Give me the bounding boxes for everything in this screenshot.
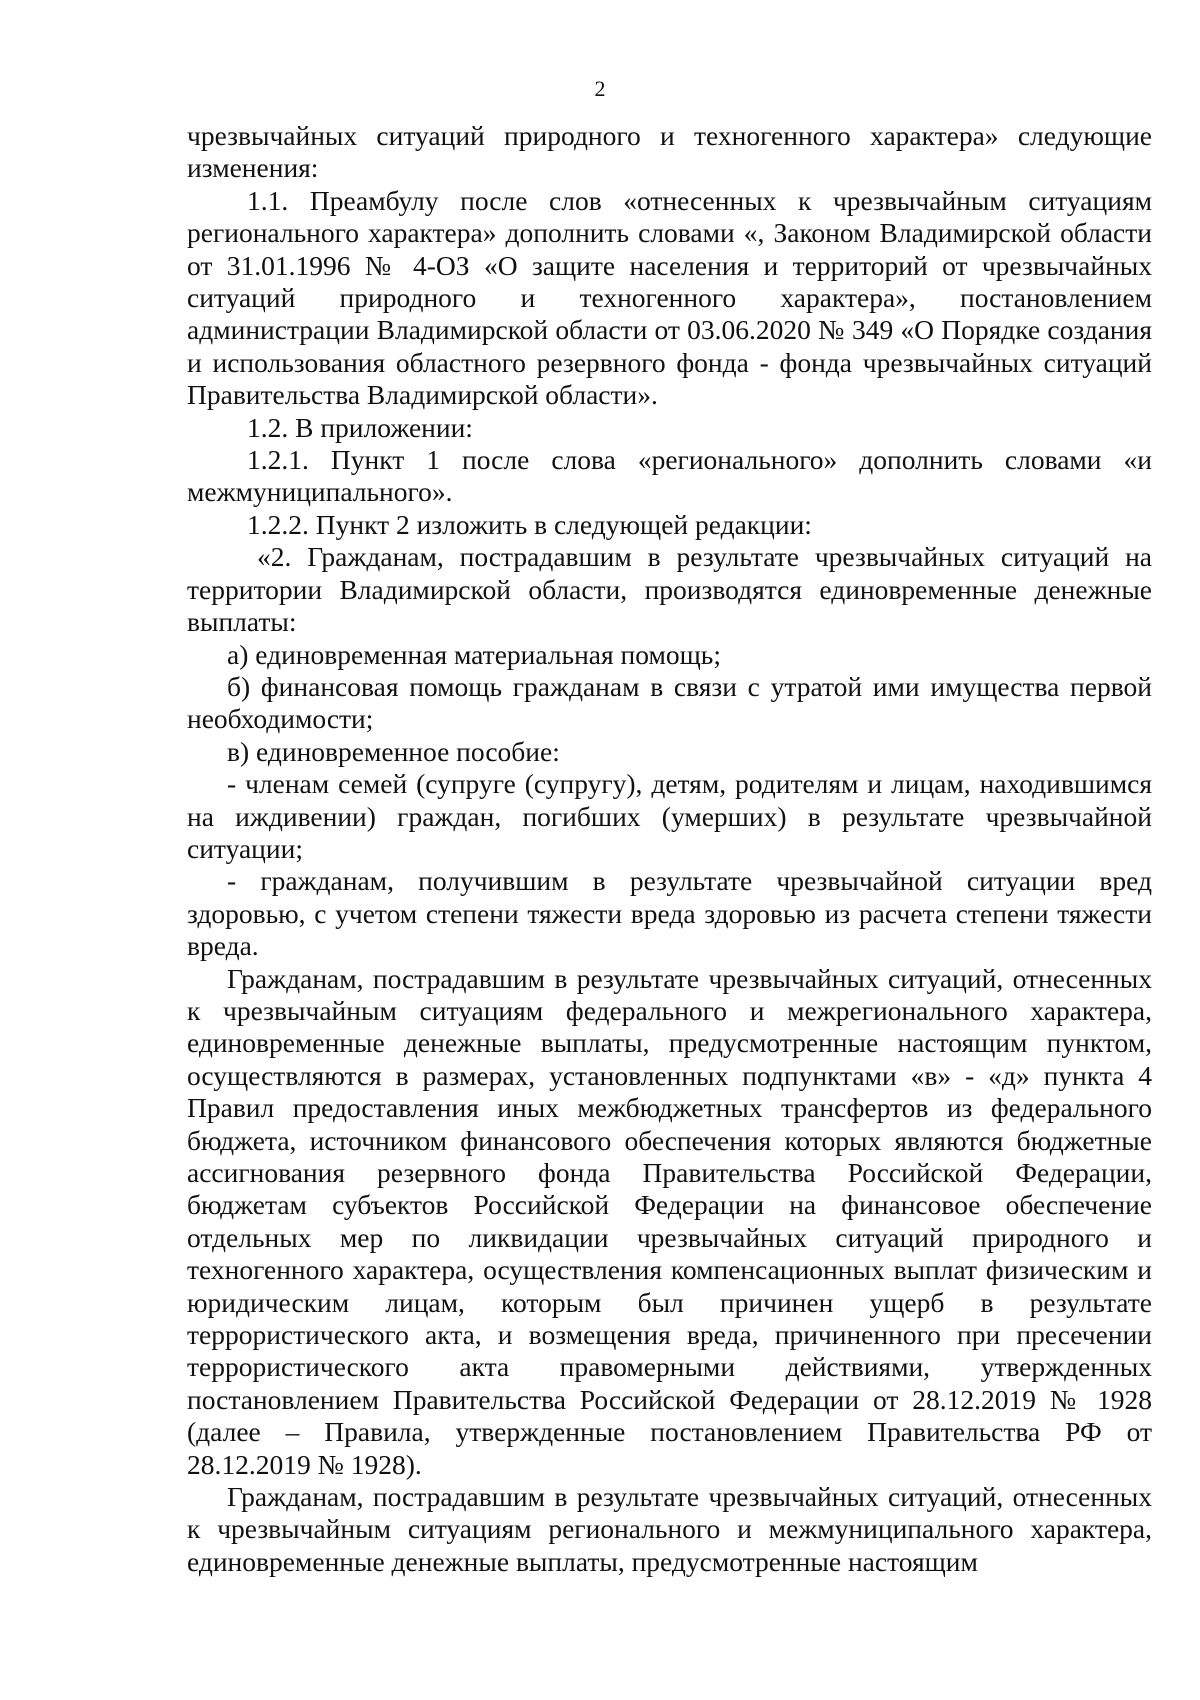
paragraph: в) единовременное пособие: [227,735,560,767]
page-number: 2 [594,76,606,101]
paragraph: 1.2.1. Пункт 1 после слова «регионального» дополнить словами «и межмуниципального». [187,444,1152,508]
paragraph: - гражданам, получившим в результате чрезвычайной ситуации вред здоровью, с учетом степени тяжести вреда здоровью из расчета степени тяжести вреда. [187,865,1152,962]
paragraph: чрезвычайных ситуаций природного и техногенного характера» следующие изменения: [187,120,1152,184]
paragraph: - членам семей (супруге (супругу), детям, родителям и лицам, находившимся на иждивении) граждан, погибших (умерших) в результате чрезвычайной ситуации; [187,768,1152,864]
paragraph: 1.2. В приложении: [247,411,473,443]
paragraph: а) единовременная материальная помощь; [227,638,721,670]
paragraph: Гражданам, пострадавшим в результате чрезвычайных ситуаций, отнесенных к чрезвычайным ситуациям регионального и межмуниципального характера, единовременные денежные выплаты, предусмотренные настоящим [187,1481,1152,1577]
paragraph: б) финансовая помощь гражданам в связи с утратой ими имущества первой необходимости; [187,670,1152,735]
body-text [187,120,1152,1578]
paragraph: 1.2.2. Пункт 2 изложить в следующей редакции: [247,508,812,540]
paragraph: 1.1. Преамбулу после слов «отнесенных к чрезвычайным ситуациям регионального характера» дополнить словами «, Законом Владимирской области от 31.01.1996 № 4-ОЗ «О защите населения и территорий от чрезвычайных ситуаций природного и техногенного характера», постановлением администрации Владимирской области от 03.06.2020 № 349 «О Порядке создания и использования областного резервного фонда - фонда чрезвычайных ситуаций Правительства Владимирской области». [187,184,1152,411]
paragraph: «2. Гражданам, пострадавшим в результате чрезвычайных ситуаций на территории Владимирской области, производятся единовременные денежные выплаты: [187,541,1152,638]
paragraph: Гражданам, пострадавшим в результате чрезвычайных ситуаций, отнесенных к чрезвычайным ситуациям федерального и межрегионального характера, единовременные денежные выплаты, предусмотренные настоящим пунктом, осуществляются в размерах, установленных подпунктами «в» - «д» пункта 4 Правил предоставления иных межбюджетных трансфертов из федерального бюджета, источником финансового обеспечения которых являются бюджетные ассигнования резервного фонда Правительства Российской Федерации, бюджетам субъектов Российской Федерации на финансовое обеспечение отдельных мер по ликвидации чрезвычайных ситуаций природного и техногенного характера, осуществления компенсационных выплат физическим и юридическим лицам, которым был причинен ущерб в результате террористического акта, и возмещения вреда, причиненного при пресечении террористического акта правомерными действиями, утвержденных постановлением Правительства Российской Федерации от 28.12.2019 № 1928 (далее – Правила, утвержденные постановлением Правительства РФ от 28.12.2019 № 1928). [187,962,1152,1480]
